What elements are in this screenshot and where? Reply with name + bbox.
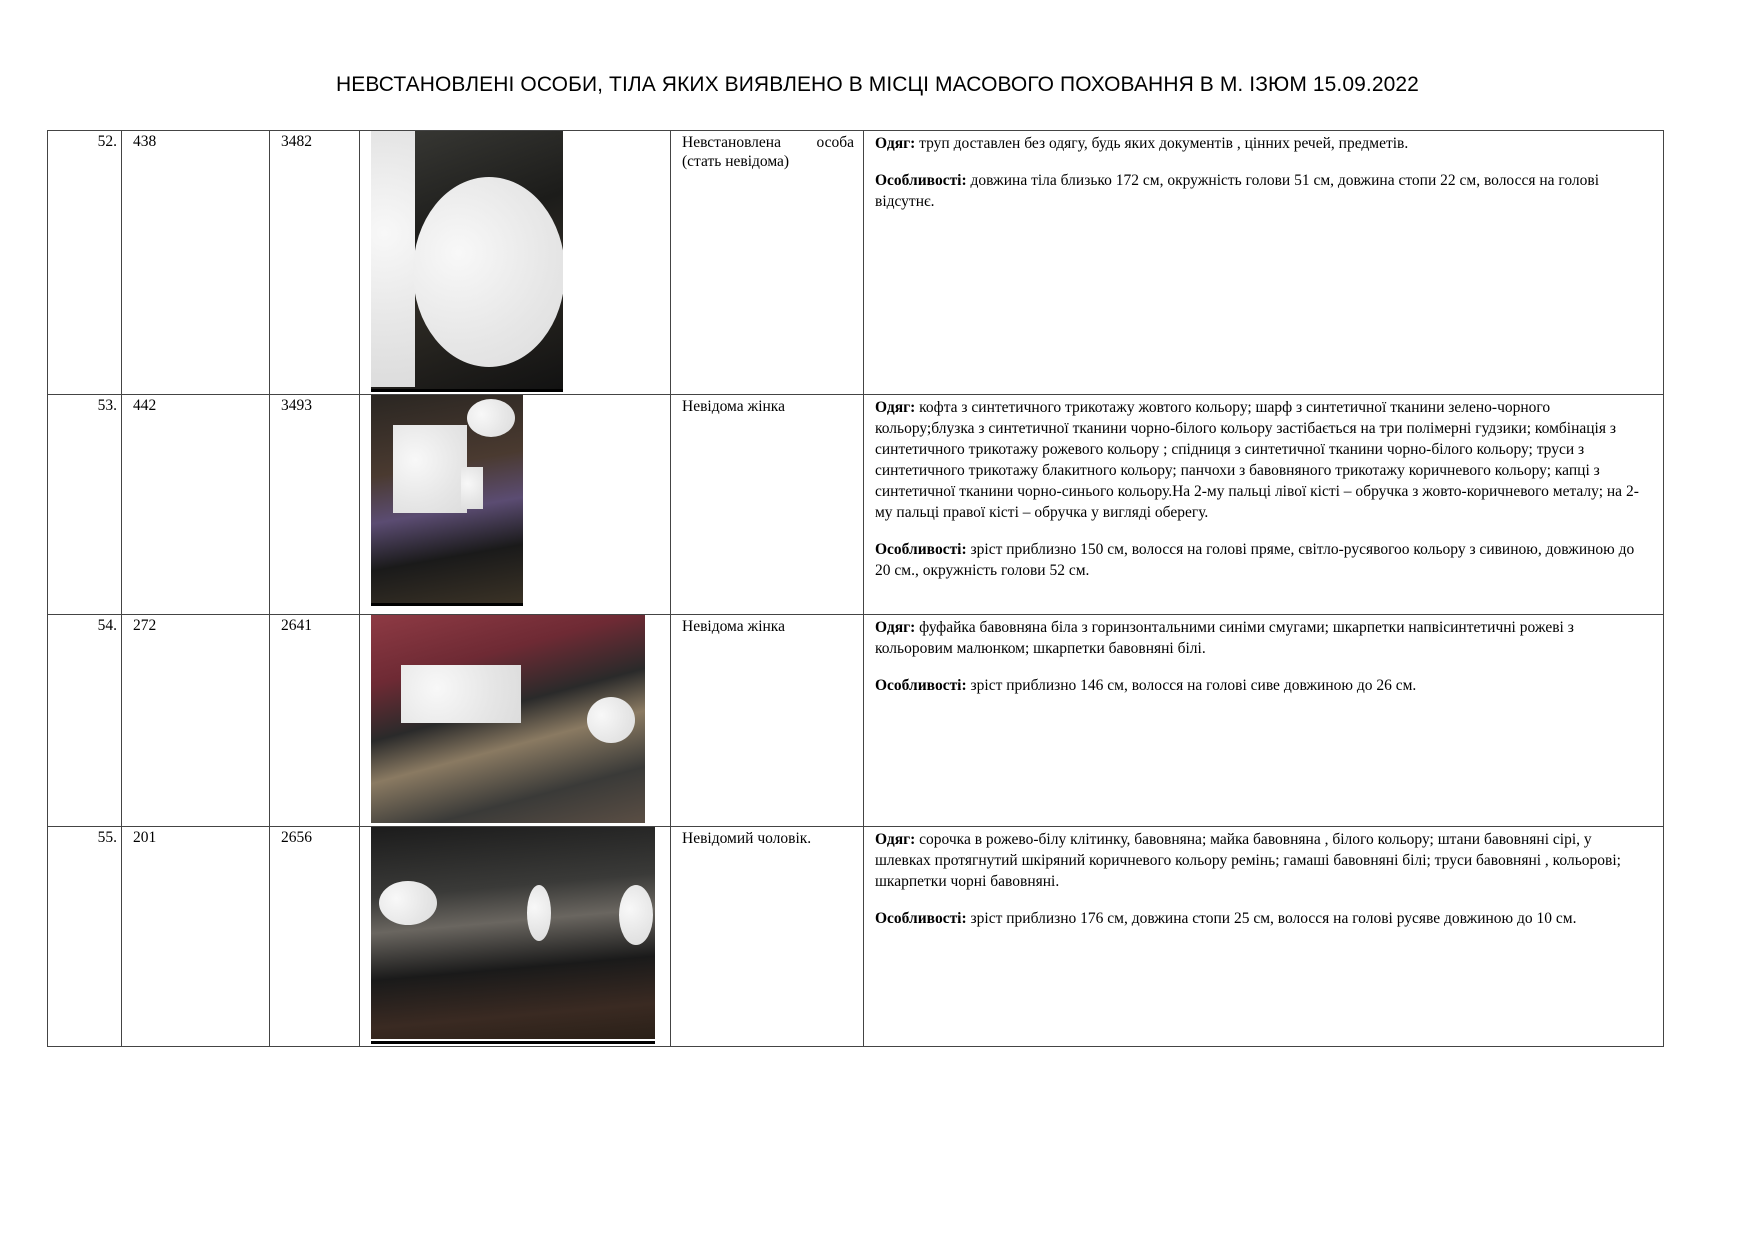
photo-underline — [371, 389, 563, 392]
features-text: зріст приблизно 150 см, волосся на голові пряме, світло-русявогоо кольору з сивиною, довжиною до 20 см., окружність голови 52 см. — [875, 541, 1635, 579]
features-label: Особливості: — [875, 910, 967, 927]
page-title: НЕВСТАНОВЛЕНІ ОСОБИ, ТІЛА ЯКИХ ВИЯВЛЕНО В МІСЦІ МАСОВОГО ПОХОВАННЯ В М. ІЗЮМ 15.09.2022 — [336, 73, 1419, 96]
redaction-ellipse — [619, 885, 653, 945]
row-number: 52. — [48, 131, 122, 395]
name-line-2: (стать невідома) — [682, 153, 790, 170]
table-row — [48, 615, 1664, 827]
table-row — [48, 827, 1664, 1047]
clothing-text: труп доставлен без одягу, будь яких документів , цінних речей, предметів. — [919, 135, 1409, 152]
person-name — [671, 827, 864, 1047]
photo-cell — [360, 131, 671, 395]
name-line: Невідома жінка — [682, 398, 785, 415]
clothing-label: Одяг: — [875, 831, 916, 848]
photo-cell — [360, 827, 671, 1047]
features-text: зріст приблизно 146 см, волосся на голові сиве довжиною до 26 см. — [970, 677, 1417, 694]
clothing-label: Одяг: — [875, 619, 916, 636]
table-row — [48, 131, 1664, 395]
features-text: зріст приблизно 176 см, довжина стопи 25 см, волосся на голові русяве довжиною до 10 см. — [970, 910, 1577, 927]
row-number: 55. — [48, 827, 122, 1047]
photo — [371, 827, 655, 1039]
case-number: 3482 — [270, 131, 360, 395]
records-table — [47, 130, 1664, 1047]
features-text: довжина тіла близько 172 см, окружність голови 51 см, довжина стопи 22 см, волосся на голові відсутнє. — [875, 172, 1600, 210]
photo-underline — [371, 603, 523, 606]
redaction-ellipse — [467, 399, 515, 437]
description — [864, 131, 1664, 395]
features-label: Особливості: — [875, 172, 967, 189]
features-label: Особливості: — [875, 541, 967, 558]
clothing-text: фуфайка бавовняна біла з горинзонтальними синіми смугами; шкарпетки напвісинтетичні рожеві з кольоровим малюнком; шкарпетки бавовняні білі. — [875, 619, 1574, 657]
redaction-ellipse — [587, 697, 635, 743]
redaction-rect — [401, 665, 521, 723]
clothing-text: сорочка в рожево-білу клітинку, бавовняна; майка бавовняна , білого кольору; штани бавовняні сірі, у шлевках протягнутий шкіряний коричневого кольору ремінь; гамаші бавовняні білі; труси бавовняні , кольорові; шкарпетки чорні бавовняні. — [875, 831, 1621, 890]
photo — [371, 395, 523, 603]
person-name — [671, 131, 864, 395]
photo-cell — [360, 395, 671, 615]
clothing-label: Одяг: — [875, 399, 916, 416]
clothing-label: Одяг: — [875, 135, 916, 152]
record-number: 201 — [122, 827, 270, 1047]
redaction-rect — [393, 425, 467, 513]
record-number: 442 — [122, 395, 270, 615]
redaction-rect — [461, 467, 483, 509]
photo-underline — [371, 1041, 655, 1044]
person-name — [671, 395, 864, 615]
row-number: 54. — [48, 615, 122, 827]
photo — [371, 615, 645, 823]
redaction-rect — [371, 131, 415, 387]
row-number: 53. — [48, 395, 122, 615]
redaction-ellipse — [527, 885, 551, 941]
record-number: 438 — [122, 131, 270, 395]
name-line: Невідомий чоловік. — [682, 830, 812, 847]
photo — [371, 131, 563, 389]
description — [864, 615, 1664, 827]
person-name — [671, 615, 864, 827]
case-number: 2656 — [270, 827, 360, 1047]
description — [864, 827, 1664, 1047]
table-row — [48, 395, 1664, 615]
clothing-text: кофта з синтетичного трикотажу жовтого кольору; шарф з синтетичної тканини зелено-чорного кольору;блузка з синтетичної тканини чорно-білого кольору застібається на три полімерні гудзики; комбінація з синтетичного трикотажу рожевого кольору ; спідниця з синтетичної тканини чорно-білого кольору; труси з синтетичного трикотажу блакитного кольору; панчохи з бавовняного трикотажу коричневого кольору; капці з синтетичної тканини чорно-синього кольору.На 2-му пальці лівої кісті – обручка з жовто-коричневого металу; на 2-му пальці правої кісті – обручка у вигляді оберегу. — [875, 399, 1639, 521]
redaction-ellipse — [379, 881, 437, 925]
photo-cell — [360, 615, 671, 827]
case-number: 3493 — [270, 395, 360, 615]
features-label: Особливості: — [875, 677, 967, 694]
redaction-ellipse — [413, 177, 563, 367]
name-line: Невідома жінка — [682, 618, 785, 635]
description — [864, 395, 1664, 615]
name-line: Невстановлена особа — [682, 134, 854, 151]
record-number: 272 — [122, 615, 270, 827]
case-number: 2641 — [270, 615, 360, 827]
